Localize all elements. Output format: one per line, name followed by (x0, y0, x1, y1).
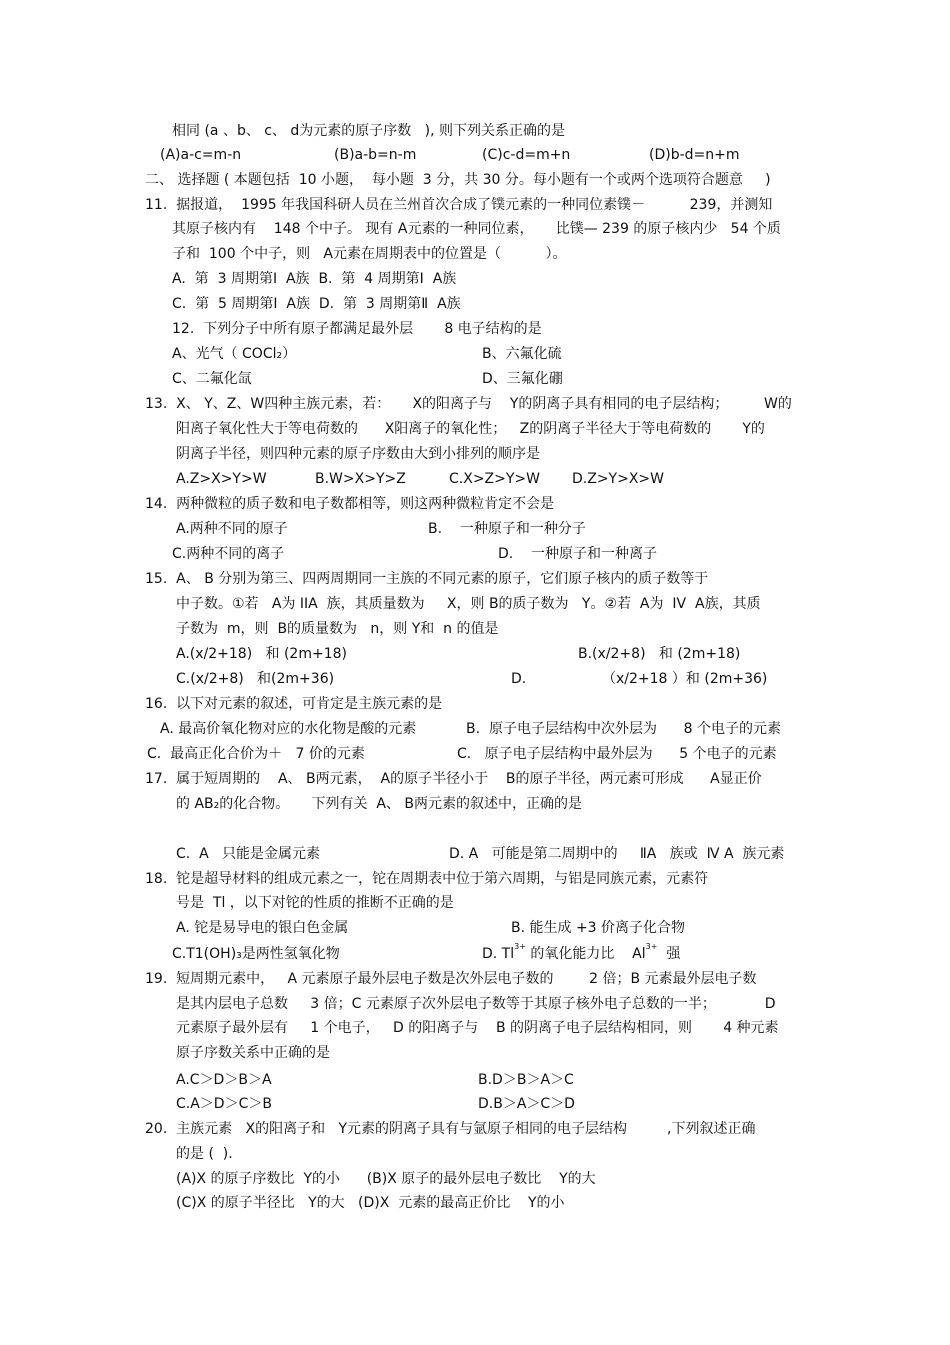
q11-stem-line-2: 其原子核内有 148 个中子。 现有 A元素的一种同位素， 比镤— 239 的原子核内少 54 个质 (172, 221, 781, 237)
q20-stem-line-2: 的是 ( ). (176, 1146, 233, 1162)
q15-option-d-label: D. (511, 671, 527, 687)
q18-option-c: C.T1(OH)₃是两性氢氧化物 (172, 946, 340, 962)
q13-option-a: A.Z>X>Y>W (176, 471, 267, 487)
q15-stem-line-3: 子数为 m，则 B的质量数为 n，则 Y和 n 的值是 (176, 621, 499, 637)
q19-option-c: C.A＞D＞C＞B (176, 1096, 272, 1112)
q19-stem-line-3: 元素原子最外层有 1 个电子， D 的阳离子与 B 的阴离子电子层结构相同，则 4 种元素 (176, 1020, 779, 1036)
q19-option-d: D.B＞A＞C＞D (478, 1096, 575, 1112)
q16-option-c-second: C. 原子电子层结构中最外层为 5 个电子的元素 (457, 746, 777, 762)
q12-stem: 12. 下列分子中所有原子都满足最外层 8 电子结构的是 (172, 321, 542, 337)
q19-option-b: B.D＞B＞A＞C (478, 1072, 574, 1088)
q17-option-c: C. A 只能是金属元素 (176, 846, 321, 862)
q16-option-a: A. 最高价氧化物对应的水化物是酸的元素 (160, 721, 417, 737)
q18-option-b: B. 能生成 +3 价离子化合物 (511, 920, 686, 936)
q13-stem-line-1: 13. X、 Y、Z、W四种主族元素，若： X的阳离子与 Y的阴离子具有相同的电子层结构； W的 (145, 396, 792, 412)
q19-stem-line-1: 19. 短周期元素中， A 元素原子最外层电子数是次外层电子数的 2 倍；B 元素最外层电子数 (145, 971, 757, 987)
q10-option-b: (B)a-b=n-m (334, 147, 417, 163)
q10-stem-tail: 相同 (a 、b、 c、 d为元素的原子序数 ), 则下列关系正确的是 (172, 123, 566, 139)
q18-option-a: A. 铊是易导电的银白色金属 (176, 920, 349, 936)
q20-options-cd: (C)X 的原子半径比 Y的大 (D)X 元素的最高正价比 Y的小 (176, 1195, 565, 1211)
q15-option-c: C.(x/2+8) 和(2m+36) (176, 671, 335, 687)
q15-stem-line-2: 中子数。①若 A为 IIA 族，其质量数为 X，则 B的质子数为 Y。②若 A为 IV A族，其质 (176, 596, 761, 612)
q18-option-d-charge-1: 3+ (514, 942, 526, 951)
q19-option-a: A.C＞D＞B＞A (176, 1072, 272, 1088)
q14-stem: 14. 两种微粒的质子数和电子数都相等，则这两种微粒肯定不会是 (145, 496, 555, 512)
q11-options-ab: A. 第 3 周期第Ⅰ A族 B. 第 4 周期第Ⅰ A族 (172, 271, 457, 287)
q13-option-c: C.X>Z>Y>W (449, 471, 540, 487)
q12-option-b: B、六氟化硫 (482, 346, 562, 362)
q17-stem-line-2: 的 AB₂的化合物。 下列有关 A、 B两元素的叙述中，正确的是 (176, 796, 583, 812)
q12-option-c: C、二氟化氙 (172, 371, 252, 387)
q11-options-cd: C. 第 5 周期第Ⅰ A族 D. 第 3 周期第Ⅱ A族 (172, 296, 461, 312)
q11-stem-line-1: 11. 据报道， 1995 年我国科研人员在兰州首次合成了镤元素的一种同位素镤－ 239，并测知 (145, 197, 773, 213)
q19-stem-line-4: 原子序数关系中正确的是 (176, 1045, 330, 1061)
q15-option-a: A.(x/2+18) 和 (2m+18) (176, 646, 347, 662)
q13-stem-line-3: 阴离子半径，则四种元素的原子序数由大到小排列的顺序是 (176, 446, 540, 462)
q13-stem-line-2: 阳离子氧化性大于等电荷数的 X阳离子的氧化性； Z的阴离子半径大于等电荷数的 Y的 (176, 421, 765, 437)
q14-option-a: A.两种不同的原子 (176, 521, 288, 537)
q16-option-b: B. 原子电子层结构中次外层为 8 个电子的元素 (466, 721, 782, 737)
q18-option-d (482, 942, 681, 963)
q13-option-b: B.W>X>Y>Z (315, 471, 406, 487)
q10-option-c: (C)c-d=m+n (482, 147, 571, 163)
q10-option-d: (D)b-d=n+m (649, 147, 740, 163)
q18-option-d-label: D. Tl (482, 946, 515, 962)
q14-option-d: D. 一种原子和一种离子 (498, 546, 658, 562)
q16-stem: 16. 以下对元素的叙述，可肯定是主族元素的是 (145, 696, 443, 712)
q13-option-d: D.Z>Y>X>W (572, 471, 664, 487)
q18-option-d-end: 强 (657, 946, 681, 962)
q15-option-d-text: （x/2+18 ）和 (2m+36) (602, 671, 768, 687)
q12-option-a: A、光气（ COCl₂） (172, 346, 297, 362)
q18-stem-line-2: 号是 Tl ，以下对铊的性质的推断不正确的是 (176, 895, 454, 911)
section-two-heading: 二、 选择题 ( 本题包括 10 小题， 每小题 3 分，共 30 分。每小题有一个或两个选项符合题意 ) (145, 172, 771, 188)
q11-stem-line-3: 子和 100 个中子，则 A元素在周期表中的位置是（ ）。 (172, 246, 567, 262)
q18-option-d-charge-2: 3+ (645, 942, 658, 951)
q15-option-b: B.(x/2+8) 和 (2m+18) (578, 646, 741, 662)
q14-option-b: B. 一种原子和一种分子 (428, 521, 586, 537)
q12-option-d: D、三氟化硼 (482, 371, 563, 387)
q18-stem-line-1: 18. 铊是超导材料的组成元素之一，铊在周期表中位于第六周期，与铝是同族元素，元素符 (145, 871, 709, 887)
q16-option-c: C. 最高正化合价为＋ 7 价的元素 (147, 746, 365, 762)
q18-option-d-mid: 的氧化能力比 Al (525, 946, 646, 962)
q17-stem-line-1: 17. 属于短周期的 A、 B两元素， A的原子半径小于 B的原子半径，两元素可形成 A显正价 (145, 771, 762, 787)
q20-options-ab: (A)X 的原子序数比 Y的小 (B)X 原子的最外层电子数比 Y的大 (176, 1171, 596, 1187)
q15-stem-line-1: 15. A、 B 分别为第三、四两周期同一主族的不同元素的原子，它们原子核内的质子数等于 (145, 571, 709, 587)
q19-stem-line-2: 是其内层电子总数 3 倍；C 元素原子次外层电子数等于其原子核外电子总数的一半； D (176, 996, 776, 1012)
q20-stem-line-1: 20. 主族元素 X的阳离子和 Y元素的阴离子具有与氩原子相同的电子层结构 ,下列叙述正确 (145, 1121, 756, 1137)
q10-option-a: (A)a-c=m-n (160, 147, 242, 163)
q17-option-d: D. A 可能是第二周期中的 ⅡA 族或 Ⅳ A 族元素 (449, 846, 785, 862)
q14-option-c: C.两种不同的离子 (172, 546, 285, 562)
